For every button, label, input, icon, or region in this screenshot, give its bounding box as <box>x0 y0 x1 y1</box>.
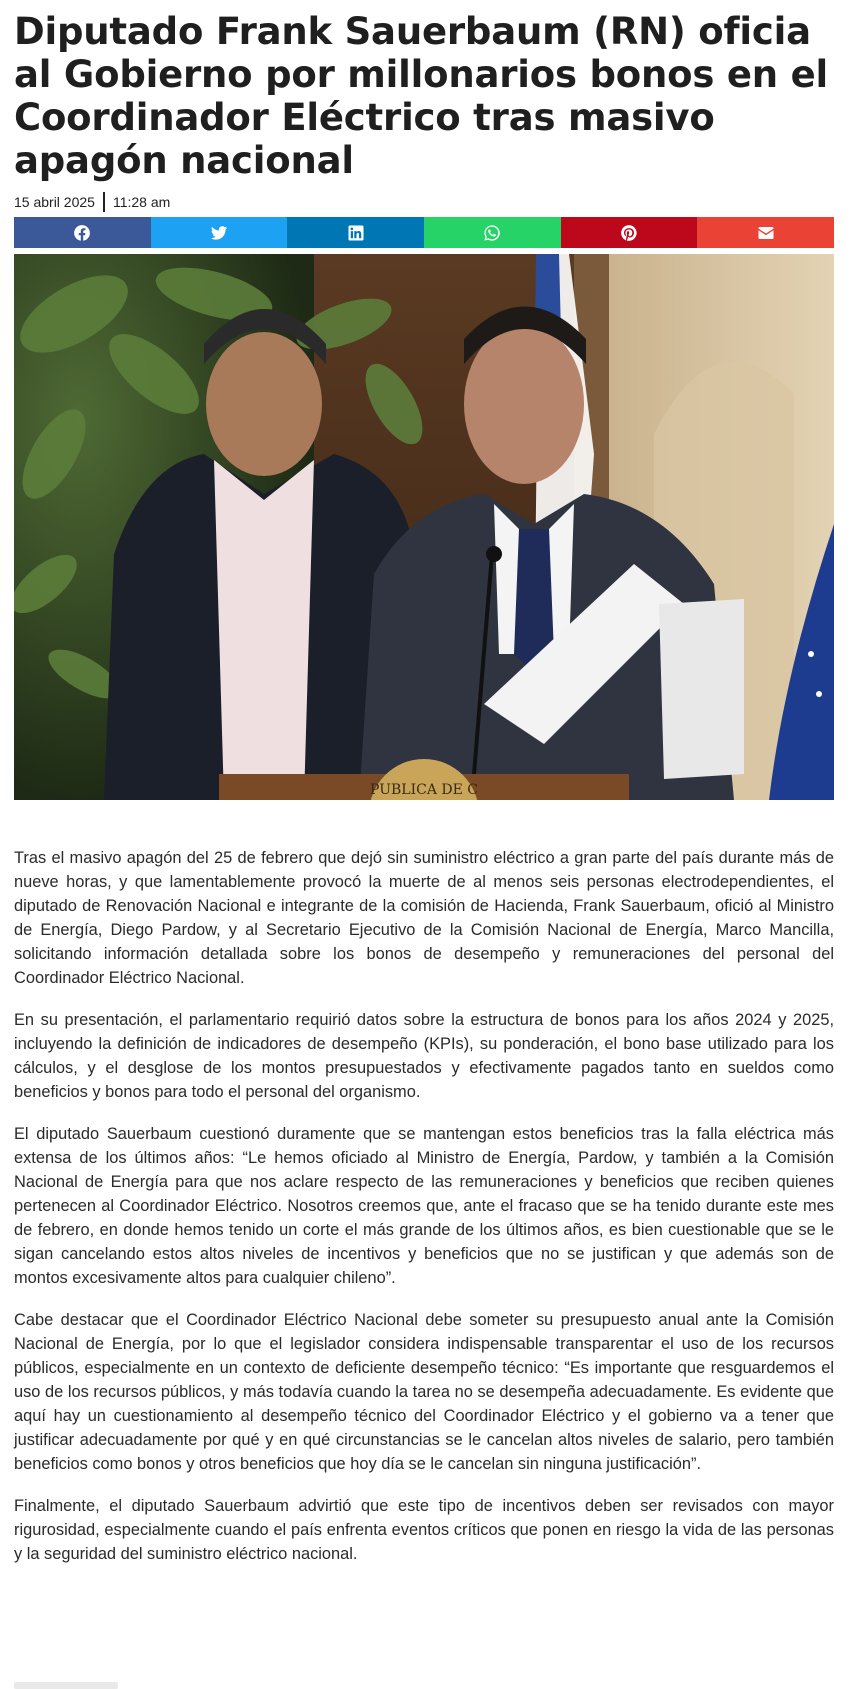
article-headline: Diputado Frank Sauerbaum (RN) oficia al Gobierno por millonarios bonos en el Coordinador Eléctrico tras masivo apagón nacional <box>14 10 828 182</box>
article-date: 15 abril 2025 <box>14 194 95 210</box>
paragraph: Finalmente, el diputado Sauerbaum advirtió que este tipo de incentivos deben ser revisados con mayor rigurosidad, especialmente cuando el país enfrenta eventos críticos que ponen en riesgo la vida de las personas y la seguridad del suministro eléctrico nacional. <box>14 1497 834 1563</box>
share-linkedin-button[interactable] <box>287 217 424 248</box>
paragraph: Cabe destacar que el Coordinador Eléctrico Nacional debe someter su presupuesto anual ante la Comisión Nacional de Energía, por lo que el legislador considera indispensable transparentar el uso de los recursos públicos, especialmente en un contexto de deficiente desempeño técnico: “Es importante que resguardemos el uso de los recursos públicos, y más todavía cuando la tarea no se desempeña adecuadamente. Es evidente que aquí hay un cuestionamiento al desempeño técnico del Coordinador Eléctrico y el gobierno va a tener que justificar adecuadamente por qué y en qué circunstancias se le cancelan altos niveles de salario, pero también beneficios como bonos y otros beneficios que hoy día se le cancelan sin ninguna justificación”. <box>14 1311 834 1473</box>
share-email-button[interactable] <box>697 217 834 248</box>
share-whatsapp-button[interactable] <box>424 217 561 248</box>
linkedin-icon <box>347 224 365 242</box>
envelope-icon <box>757 224 775 242</box>
paragraph: En su presentación, el parlamentario requirió datos sobre la estructura de bonos para los años 2024 y 2025, incluyendo la definición de indicadores de desempeño (KPIs), su ponderación, el bono base utilizado para los cálculos, y el desglose de los montos presupuestados y efectivamente pagados tanto en sueldos como beneficios y bonos para todo el personal del organismo. <box>14 1011 834 1101</box>
facebook-icon <box>73 224 91 242</box>
share-facebook-button[interactable] <box>14 217 151 248</box>
share-pinterest-button[interactable] <box>561 217 698 248</box>
article-body <box>14 846 834 1566</box>
share-bar <box>14 217 834 248</box>
bottom-divider <box>14 1682 118 1689</box>
article-meta <box>14 191 834 213</box>
paragraph: Tras el masivo apagón del 25 de febrero que dejó sin suministro eléctrico a gran parte del país durante más de nueve horas, y que lamentablemente provocó la muerte de al menos seis personas electrodependientes, el diputado de Renovación Nacional e integrante de la comisión de Hacienda, Frank Sauerbaum, ofició al Ministro de Energía, Diego Pardow, y al Secretario Ejecutivo de la Comisión Nacional de Energía, Marco Mancilla, solicitando información detallada sobre los bonos de desempeño y remuneraciones del personal del Coordinador Eléctrico Nacional. <box>14 849 834 987</box>
paragraph: El diputado Sauerbaum cuestionó duramente que se mantengan estos beneficios tras la falla eléctrica más extensa de los últimos años: “Le hemos oficiado al Ministro de Energía, Pardow, y también a la Comisión Nacional de Energía para que nos aclare respecto de las remuneraciones y beneficios que reciben quienes pertenecen al Coordinador Eléctrico. Nosotros creemos que, ante el fracaso que se ha tenido durante este mes de febrero, en donde hemos tenido un corte el más grande de los últimos años, es bien cuestionable que se le sigan cancelando estos altos niveles de incentivos y beneficios que no se justifican y que además son de montos excesivamente altos para cualquier chileno”. <box>14 1125 834 1287</box>
whatsapp-icon <box>483 224 501 242</box>
press-conference-photo <box>14 254 834 800</box>
meta-divider <box>103 192 105 212</box>
article-photo <box>14 254 834 800</box>
article <box>14 10 834 1566</box>
share-twitter-button[interactable] <box>151 217 288 248</box>
article-time: 11:28 am <box>112 194 171 210</box>
pinterest-icon <box>620 224 638 242</box>
podium-inscription: PUBLICA DE C <box>370 782 478 798</box>
twitter-icon <box>210 224 228 242</box>
